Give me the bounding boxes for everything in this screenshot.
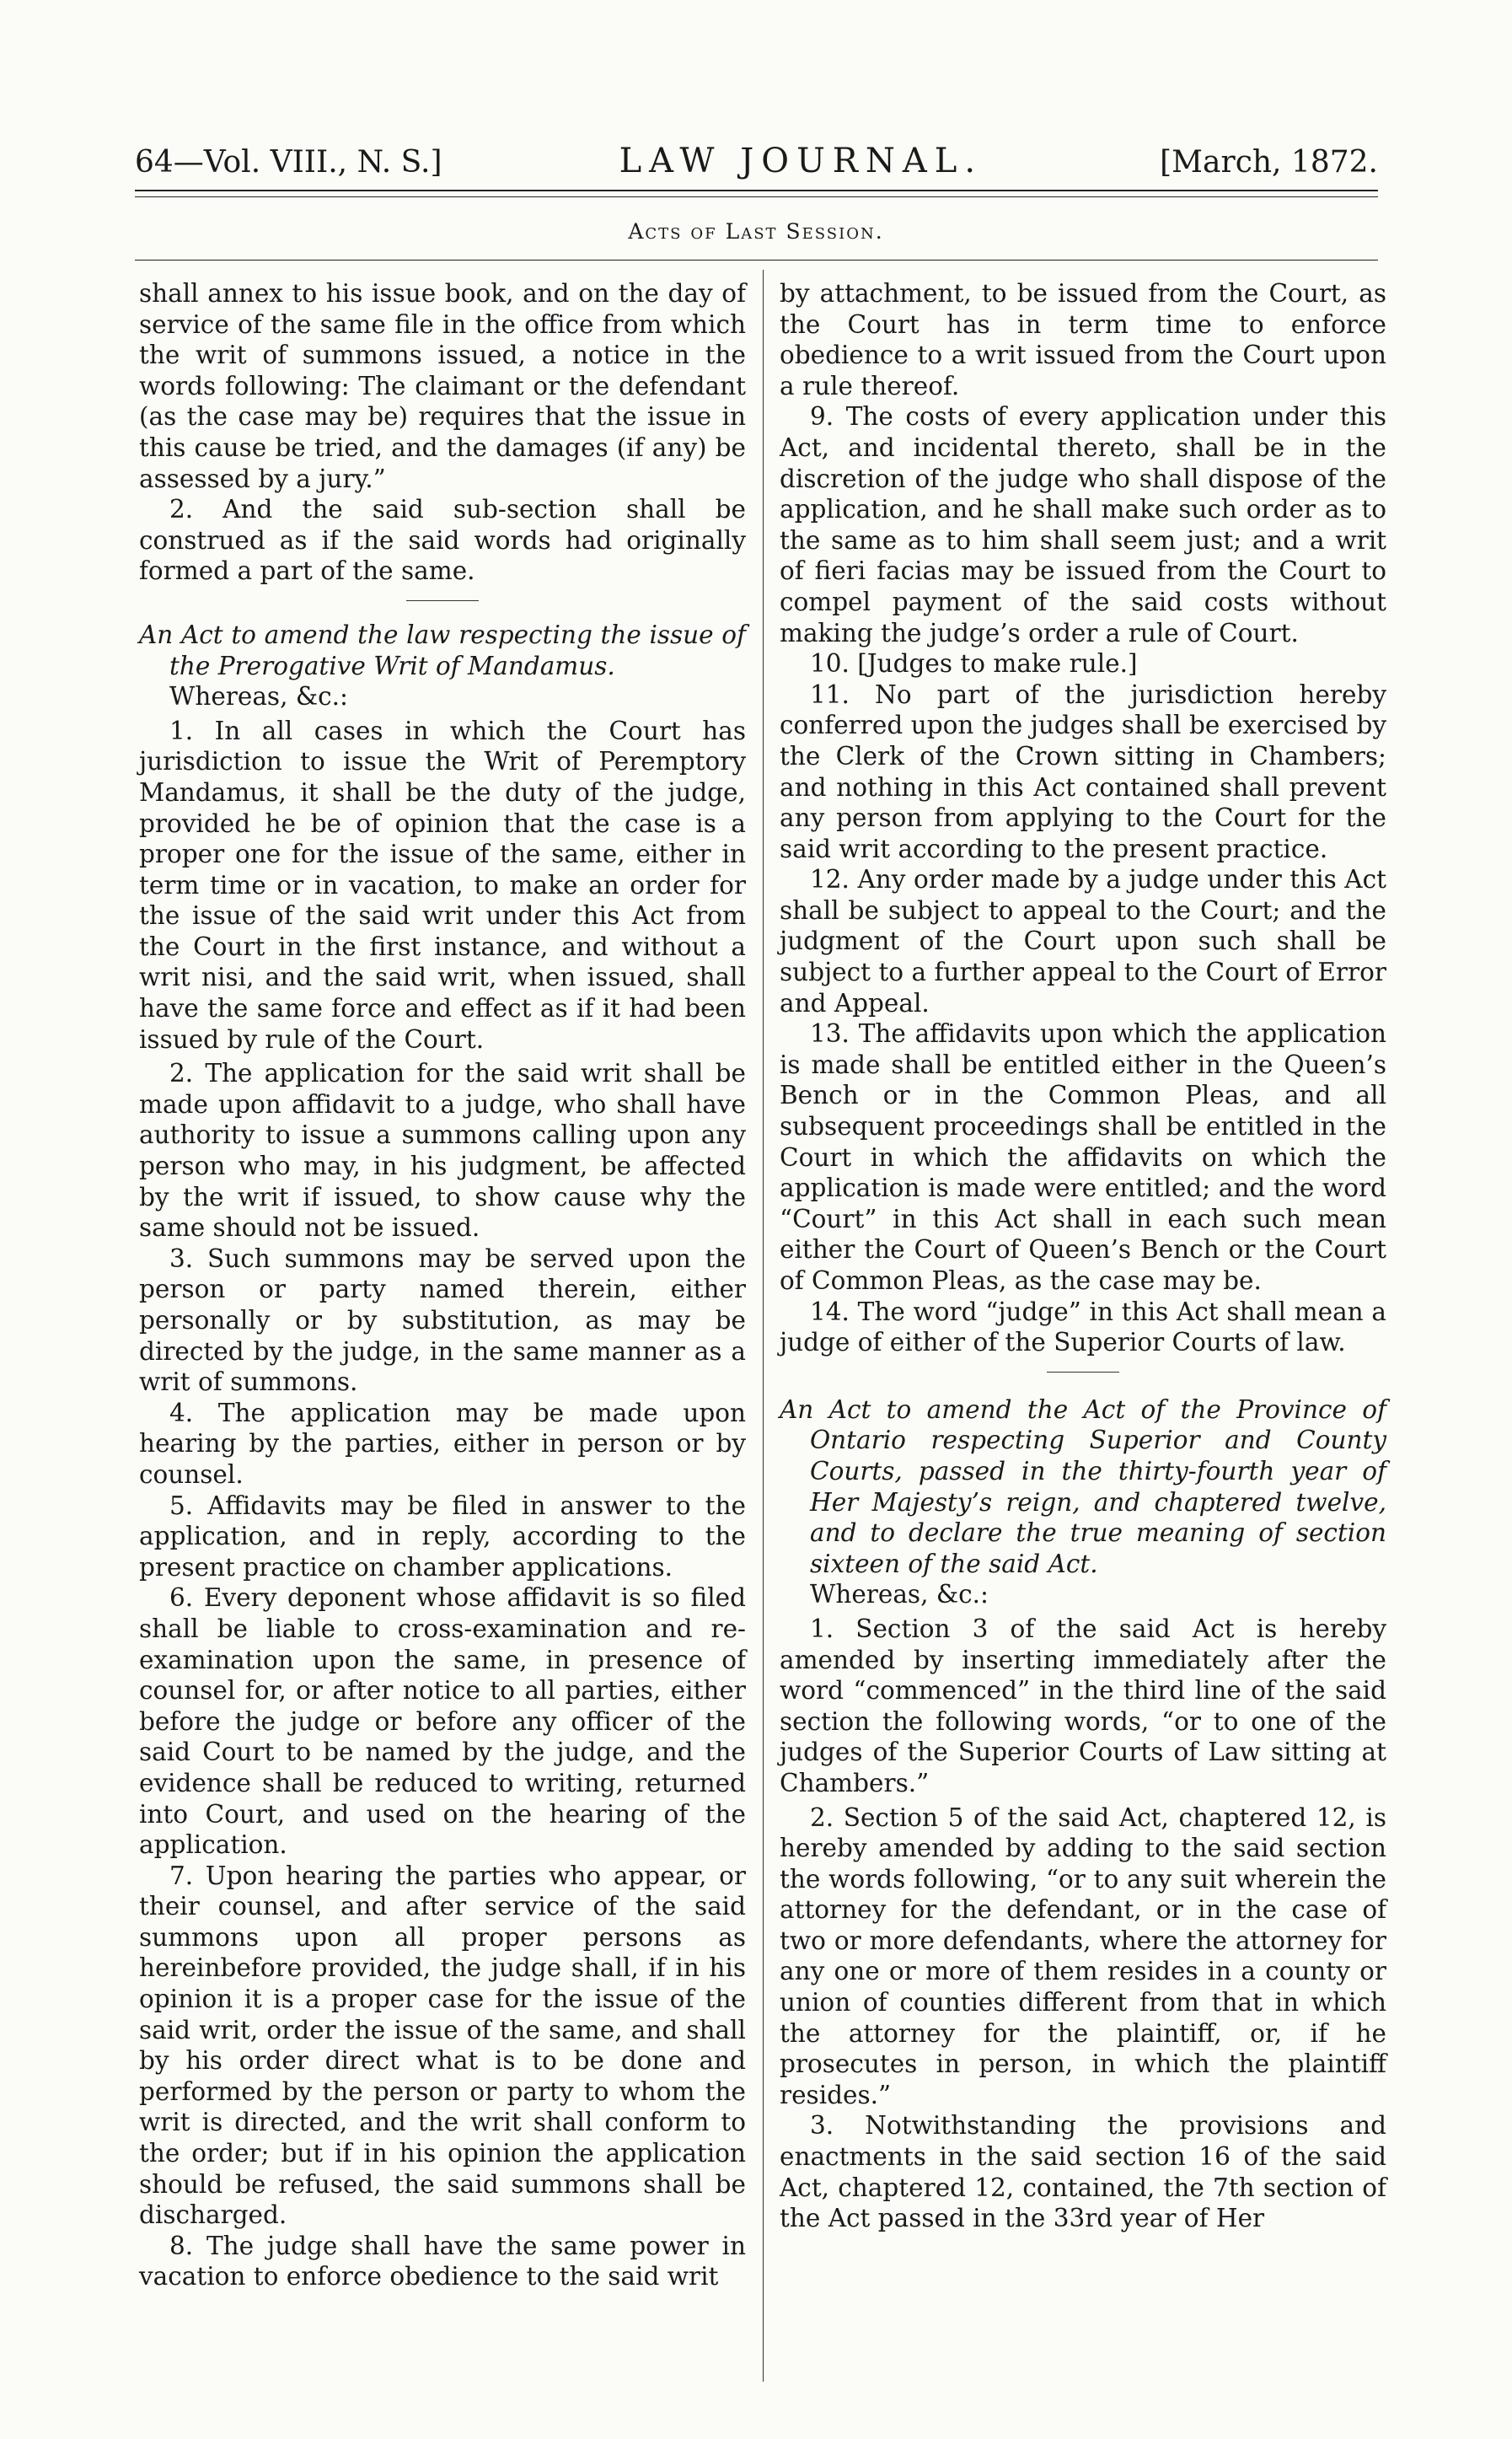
section-heading-text: Acts of Last Session. bbox=[628, 219, 884, 244]
section-5: 5. Affidavits may be filed in answer to the application, and in reply, according to the present practice on chamber applications. bbox=[139, 1491, 746, 1582]
section-2: 2. Section 5 of the said Act, chaptered 12, is hereby amended by adding to the said section the words following, “or to any suit wherein the attorney for the defendant, or in the case of two or more defendants, where the attorney for any one or more of them resides in a county or union of counties different from that in which the attorney for the plaintiff, or, if he prosecutes in person, in which the plaintiff resides.” bbox=[780, 1802, 1386, 2109]
act-title: An Act to amend the Act of the Province of Ontario respecting Superior and County Courts, passed in the thirty-fourth year of Her Majesty’s reign, and chaptered twelve, and to declare the true meaning of section sixteen of the said Act. bbox=[780, 1394, 1386, 1578]
separator-rule bbox=[1047, 1372, 1119, 1373]
section-1: 1. In all cases in which the Court has jurisdiction to issue the Writ of Peremptory Mandamus, it shall be the duty of the judge, provided he be of opinion that the case is a proper one for the issue of the same, either in term time or in vacation, to make an order for the issue of the said writ under this Act from the Court in the first instance, and without a writ nisi, and the said writ, when issued, shall have the same force and effect as if it had been issued by rule of the Court. bbox=[139, 716, 746, 1054]
section-2: 2. The application for the said writ shall be made upon affidavit to a judge, who shall have authority to issue a summons calling upon any person who may, in his judgment, be affected by the writ if issued, to show cause why the same should not be issued. bbox=[139, 1059, 746, 1243]
section-14: 14. The word “judge” in this Act shall mean a judge of either of the Superior Courts of law. bbox=[780, 1297, 1386, 1357]
paragraph: shall annex to his issue book, and on the day of service of the same file in the office from which the writ of summons issued, a notice in the words following: The claimant or the defendant (as the case may be) requires that the issue in this cause be tried, and the damages (if any) be assessed by a jury.” bbox=[139, 279, 746, 493]
section-3: 3. Notwithstanding the provisions and enactments in the said section 16 of the said Act, chaptered 12, contained, the 7th section of the Act passed in the 33rd year of Her bbox=[780, 2111, 1386, 2233]
section-13: 13. The affidavits upon which the application is made shall be entitled either in the Queen’s Bench or in the Common Pleas, and all subsequent proceedings shall be entitled in the Court in which the affidavits on which the application is made were entitled; and the word “Court” in this Act shall in each such mean either the Court of Queen’s Bench or the Court of Common Pleas, as the case may be. bbox=[780, 1019, 1386, 1295]
section-3: 3. Such summons may be served upon the person or party named therein, either personally or by substitution, as may be directed by the judge, in the same manner as a writ of summons. bbox=[139, 1244, 746, 1397]
header-double-rule bbox=[135, 190, 1378, 197]
column-divider bbox=[763, 270, 764, 2382]
paragraph: 2. And the said sub-section shall be construed as if the said words had originally formed a part of the same. bbox=[139, 495, 746, 586]
issue-date: [March, 1872. bbox=[1160, 145, 1378, 180]
section-7: 7. Upon hearing the parties who appear, or their counsel, and after service of the said summons upon all proper persons as hereinbefore provided, the judge shall, if in his opinion it is a proper case for the issue of the said writ, order the issue of the same, and shall by his order direct what is to be done and performed by the person or party to whom the writ is directed, and the writ shall conform to the order; but if in his opinion the application should be refused, the said summons shall be discharged. bbox=[139, 1861, 746, 2230]
section-4: 4. The application may be made upon hearing by the parties, either in person or by counsel. bbox=[139, 1398, 746, 1489]
section-11: 11. No part of the jurisdiction hereby conferred upon the judges shall be exercised by the Clerk of the Crown sitting in Chambers; and nothing in this Act contained shall prevent any person from applying to the Court for the said writ according to the present practice. bbox=[780, 680, 1386, 863]
left-column bbox=[139, 278, 746, 2292]
section-12: 12. Any order made by a judge under this Act shall be subject to appeal to the Court; and the judgment of the Court upon such shall be subject to a further appeal to the Court of Error and Appeal. bbox=[780, 865, 1386, 1018]
page-number-volume: 64—Vol. VIII., N. S.] bbox=[135, 145, 442, 180]
heading-rule bbox=[135, 260, 1378, 261]
act-title: An Act to amend the law respecting the issue of the Prerogative Writ of Mandamus. bbox=[139, 620, 746, 680]
whereas-clause: Whereas, &c.: bbox=[169, 682, 348, 712]
journal-title: LAW JOURNAL. bbox=[619, 142, 984, 180]
right-column bbox=[780, 278, 1386, 2234]
section-8: 8. The judge shall have the same power in vacation to enforce obedience to the said writ bbox=[139, 2231, 746, 2291]
section-1: 1. Section 3 of the said Act is hereby amended by inserting immediately after the word “commenced” in the third line of the said section the following words, “or to one of the judges of the Superior Courts of Law sitting at Chambers.” bbox=[780, 1614, 1386, 1797]
section-9: 9. The costs of every application under this Act, and incidental thereto, shall be in the discretion of the judge who shall dispose of the application, and he shall make such order as to the same as to him shall seem just; and a writ of fieri facias may be issued from the Court to compel payment of the said costs without making the judge’s order a rule of Court. bbox=[780, 402, 1386, 647]
separator-rule bbox=[406, 600, 479, 601]
section-heading bbox=[0, 219, 1512, 244]
section-10: 10. [Judges to make rule.] bbox=[810, 649, 1138, 679]
section-6: 6. Every deponent whose affidavit is so filed shall be liable to cross-examination and re-examination upon the same, in presence of counsel for, or after notice to all parties, either before the judge or before any officer of the said Court to be named by the judge, and the evidence shall be reduced to writing, returned into Court, and used on the hearing of the application. bbox=[139, 1583, 746, 1860]
page-header bbox=[135, 142, 1378, 180]
paragraph: by attachment, to be issued from the Court, as the Court has in term time to enforce obedience to a writ issued from the Court upon a rule thereof. bbox=[780, 279, 1386, 400]
whereas-clause: Whereas, &c.: bbox=[810, 1580, 989, 1609]
